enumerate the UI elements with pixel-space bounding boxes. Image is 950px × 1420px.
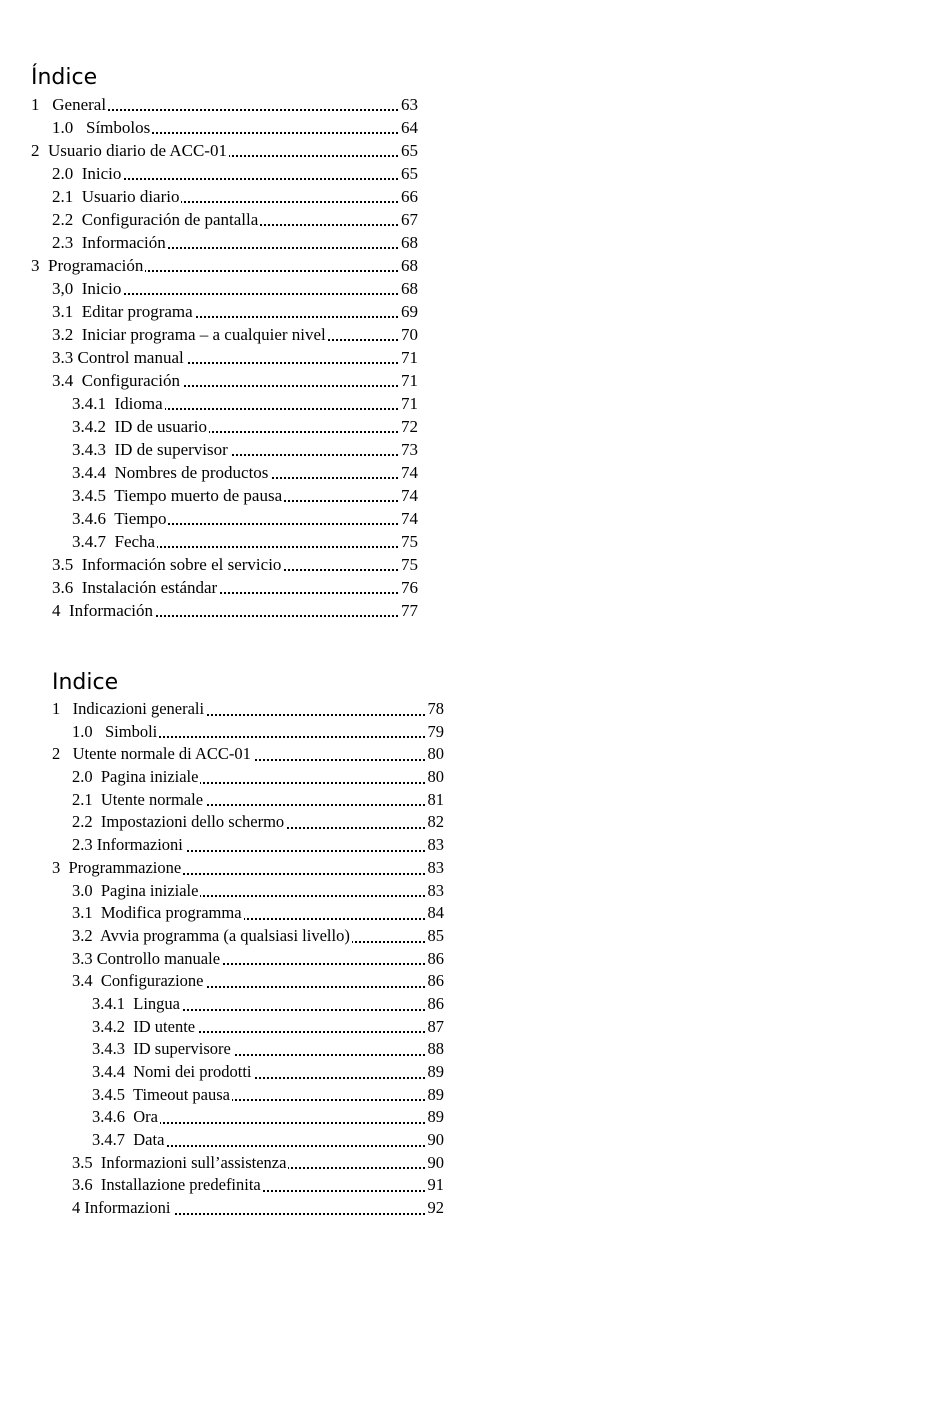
toc-entry-page-number: 65 [401,141,418,160]
toc-entry-title: 3.5 Informazioni sull’assistenza [72,1152,288,1175]
toc-entry-title: 3 Programmazione [52,857,183,880]
toc-entry[interactable] [31,300,418,323]
toc-entry-page-number: 71 [401,348,418,367]
toc-entry-title: 3.6 Instalación estándar [52,578,218,597]
toc-entry-title: 2.2 Impostazioni dello schermo [72,811,286,834]
toc-entry[interactable] [31,461,418,484]
toc-entry-title: 3.4.2 ID de usuario [72,417,208,436]
toc-entry-page-number: 70 [401,325,418,344]
toc-entry-title: 2.0 Pagina iniziale [72,766,200,789]
toc-entry-page-number: 87 [426,1016,445,1039]
toc-entry-page-number: 86 [426,970,445,993]
toc-entry-title: 3.4.3 ID supervisore [92,1038,233,1061]
toc-entry[interactable] [31,415,418,438]
toc-entry-title: 3.4.6 Ora [92,1106,160,1129]
toc-entry[interactable] [52,766,444,789]
toc-entry-title: 3.4.4 Nombres de productos [72,463,269,482]
toc-entry-title: 3,0 Inicio [52,279,122,298]
toc-entry-title: 3.2 Iniciar programa – a cualquier nivel [52,325,326,344]
toc-entry[interactable] [31,553,418,576]
toc-italian [52,668,444,1220]
toc-entry[interactable] [52,902,444,925]
toc-entry-page-number: 74 [401,463,418,482]
toc-entry-page-number: 72 [401,417,418,436]
toc-entry-page-number: 83 [426,857,445,880]
toc-entry-title: 3.4.7 Data [92,1129,166,1152]
toc-entry-page-number: 79 [426,721,445,744]
toc-entry-title: 3.5 Información sobre el servicio [52,555,282,574]
toc-entry-title: 2.0 Inicio [52,164,122,183]
toc-entry[interactable] [31,369,418,392]
toc-list-italian [52,698,444,1220]
toc-entry-page-number: 90 [426,1152,445,1175]
toc-entry-title: 3.4.5 Timeout pausa [92,1084,232,1107]
toc-entry-title: 3.4.1 Idioma [72,394,163,413]
toc-entry[interactable] [52,1016,444,1039]
toc-entry-page-number: 73 [401,440,418,459]
toc-entry-page-number: 68 [401,279,418,298]
toc-entry-page-number: 83 [426,834,445,857]
toc-entry-title: 3.4.6 Tiempo [72,509,167,528]
toc-entry[interactable] [52,857,444,880]
toc-entry-page-number: 69 [401,302,418,321]
toc-entry-title: 3.4.3 ID de supervisor [72,440,228,459]
toc-entry-page-number: 91 [426,1174,445,1197]
toc-entry-page-number: 84 [426,902,445,925]
toc-entry[interactable] [52,1197,444,1220]
toc-entry-title: 3.4.2 ID utente [92,1016,197,1039]
toc-entry-page-number: 81 [426,789,445,812]
toc-entry-title: 1 General [31,95,107,114]
toc-entry-page-number: 76 [401,578,418,597]
toc-entry-page-number: 67 [401,210,418,229]
toc-entry[interactable] [31,254,418,277]
toc-entry[interactable] [52,880,444,903]
toc-entry[interactable] [31,139,418,162]
toc-entry-title: 2 Utente normale di ACC-01 [52,743,253,766]
toc-entry-page-number: 89 [426,1106,445,1129]
toc-entry-page-number: 74 [401,486,418,505]
toc-entry[interactable] [52,698,444,721]
toc-entry-title: 1 Indicazioni generali [52,698,206,721]
toc-entry[interactable] [52,811,444,834]
toc-entry-page-number: 66 [401,187,418,206]
toc-entry[interactable] [31,599,418,622]
toc-entry-title: 3.4.1 Lingua [92,993,182,1016]
toc-entry[interactable] [31,208,418,231]
toc-entry-page-number: 80 [426,766,445,789]
toc-entry[interactable] [52,1152,444,1175]
toc-entry[interactable] [52,1061,444,1084]
toc-entry-title: 3.4 Configuración [52,371,180,390]
toc-entry-title: 4 Información [52,601,154,620]
toc-entry-title: 3 Programación [31,256,144,275]
toc-entry-page-number: 85 [426,925,445,948]
toc-entry[interactable] [52,834,444,857]
toc-entry-page-number: 71 [401,394,418,413]
toc-entry[interactable] [31,507,418,530]
toc-entry-page-number: 86 [426,993,445,1016]
toc-entry[interactable] [52,925,444,948]
toc-entry[interactable] [52,789,444,812]
toc-entry[interactable] [52,743,444,766]
toc-entry-page-number: 68 [401,233,418,252]
toc-entry-page-number: 74 [401,509,418,528]
toc-entry[interactable] [31,277,418,300]
toc-entry-page-number: 80 [426,743,445,766]
toc-entry-page-number: 90 [426,1129,445,1152]
toc-entry[interactable] [31,162,418,185]
toc-entry[interactable] [31,346,418,369]
toc-entry-title: 3.3 Controllo manuale [72,948,222,971]
toc-entry[interactable] [52,1038,444,1061]
toc-entry-title: 3.1 Modifica programma [72,902,244,925]
toc-entry[interactable] [31,438,418,461]
toc-entry-page-number: 65 [401,164,418,183]
toc-entry-page-number: 88 [426,1038,445,1061]
toc-title-italian: Indice [52,670,119,695]
toc-entry-title: 1.0 Símbolos [52,118,151,137]
toc-entry[interactable] [52,993,444,1016]
toc-entry-page-number: 68 [401,256,418,275]
toc-entry-page-number: 86 [426,948,445,971]
toc-entry[interactable] [52,970,444,993]
toc-entry[interactable] [52,1174,444,1197]
toc-entry-page-number: 92 [426,1197,445,1220]
toc-title-spanish: Índice [31,65,98,90]
toc-entry[interactable] [52,948,444,971]
toc-entry-title: 2.3 Informazioni [72,834,185,857]
toc-entry-page-number: 71 [401,371,418,390]
toc-entry-title: 3.4.4 Nomi dei prodotti [92,1061,254,1084]
toc-entry-title: 2.2 Configuración de pantalla [52,210,259,229]
toc-entry[interactable] [31,116,418,139]
toc-entry[interactable] [52,1084,444,1107]
toc-entry-page-number: 82 [426,811,445,834]
toc-entry-page-number: 77 [401,601,418,620]
toc-entry[interactable] [31,576,418,599]
toc-entry[interactable] [31,530,418,553]
toc-entry-page-number: 89 [426,1084,445,1107]
toc-entry-title: 2 Usuario diario de ACC-01 [31,141,227,160]
toc-entry-page-number: 78 [426,698,445,721]
toc-entry-title: 3.0 Pagina iniziale [72,880,200,903]
toc-entry[interactable] [52,1106,444,1129]
toc-entry-page-number: 89 [426,1061,445,1084]
toc-entry-title: 1.0 Simboli [72,721,159,744]
toc-entry-page-number: 63 [401,95,418,114]
toc-entry-page-number: 83 [426,880,445,903]
toc-list-spanish [31,93,418,622]
toc-entry[interactable] [31,231,418,254]
toc-entry-title: 3.3 Control manual [52,348,184,367]
toc-entry[interactable] [31,185,418,208]
toc-entry-page-number: 75 [401,555,418,574]
toc-entry-title: 3.6 Installazione predefinita [72,1174,263,1197]
toc-entry-title: 3.2 Avvia programma (a qualsiasi livello) [72,925,352,948]
toc-entry[interactable] [31,323,418,346]
toc-entry-title: 2.1 Usuario diario [52,187,180,206]
toc-entry-title: 2.3 Información [52,233,166,252]
toc-entry-title: 2.1 Utente normale [72,789,205,812]
toc-entry[interactable] [31,392,418,415]
toc-entry[interactable] [31,484,418,507]
toc-entry-page-number: 75 [401,532,418,551]
toc-entry[interactable] [31,93,418,116]
toc-entry-page-number: 64 [401,118,418,137]
toc-entry[interactable] [52,1129,444,1152]
toc-entry-title: 3.4 Configurazione [72,970,206,993]
toc-spanish [31,63,418,622]
toc-entry-title: 3.4.5 Tiempo muerto de pausa [72,486,283,505]
toc-entry-title: 3.1 Editar programa [52,302,193,321]
toc-entry[interactable] [52,721,444,744]
toc-entry-title: 4 Informazioni [72,1197,173,1220]
toc-entry-title: 3.4.7 Fecha [72,532,156,551]
